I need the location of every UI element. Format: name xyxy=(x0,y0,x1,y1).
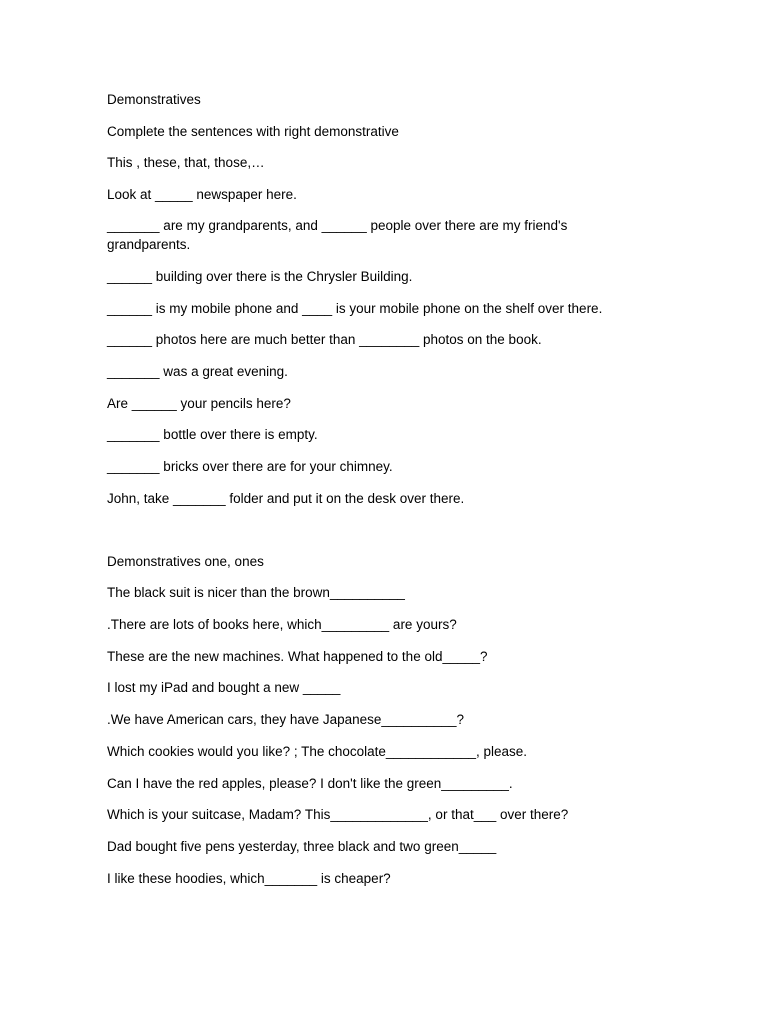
exercise-sentence: Can I have the red apples, please? I don't like the green_________. xyxy=(107,776,513,791)
exercise-sentence: Look at _____ newspaper here. xyxy=(107,187,297,202)
exercise-sentence: ______ building over there is the Chrysler Building. xyxy=(107,269,413,284)
section1-title: Demonstratives xyxy=(107,92,201,107)
exercise-sentence: These are the new machines. What happened to the old_____? xyxy=(107,649,488,664)
section2-title: Demonstratives one, ones xyxy=(107,554,264,569)
exercise-sentence: _______ are my grandparents, and ______ people over there are my friend's grandparents. xyxy=(107,218,568,252)
exercise-sentence: _______ bricks over there are for your chimney. xyxy=(107,459,393,474)
exercise-sentence: Which is your suitcase, Madam? This_____________, or that___ over there? xyxy=(107,807,569,822)
exercise-sentence: ______ photos here are much better than ________ photos on the book. xyxy=(107,332,542,347)
exercise-sentence: Are ______ your pencils here? xyxy=(107,396,291,411)
exercise-sentence: I lost my iPad and bought a new _____ xyxy=(107,680,341,695)
exercise-sentence: John, take _______ folder and put it on the desk over there. xyxy=(107,491,465,506)
exercise-sentence: _______ was a great evening. xyxy=(107,364,288,379)
exercise-sentence: I like these hoodies, which_______ is cheaper? xyxy=(107,871,391,886)
exercise-sentence: .There are lots of books here, which_________ are yours? xyxy=(107,617,457,632)
exercise-sentence: ______ is my mobile phone and ____ is your mobile phone on the shelf over there. xyxy=(107,301,603,316)
section1-options: This , these, that, those,… xyxy=(107,155,265,170)
exercise-sentence: Which cookies would you like? ; The chocolate____________, please. xyxy=(107,744,528,759)
exercise-sentence: The black suit is nicer than the brown__________ xyxy=(107,585,405,600)
section1-instruction: Complete the sentences with right demonstrative xyxy=(107,124,399,139)
exercise-sentence: .We have American cars, they have Japanese__________? xyxy=(107,712,464,727)
exercise-sentence: Dad bought five pens yesterday, three black and two green_____ xyxy=(107,839,497,854)
exercise-sentence: _______ bottle over there is empty. xyxy=(107,427,318,442)
